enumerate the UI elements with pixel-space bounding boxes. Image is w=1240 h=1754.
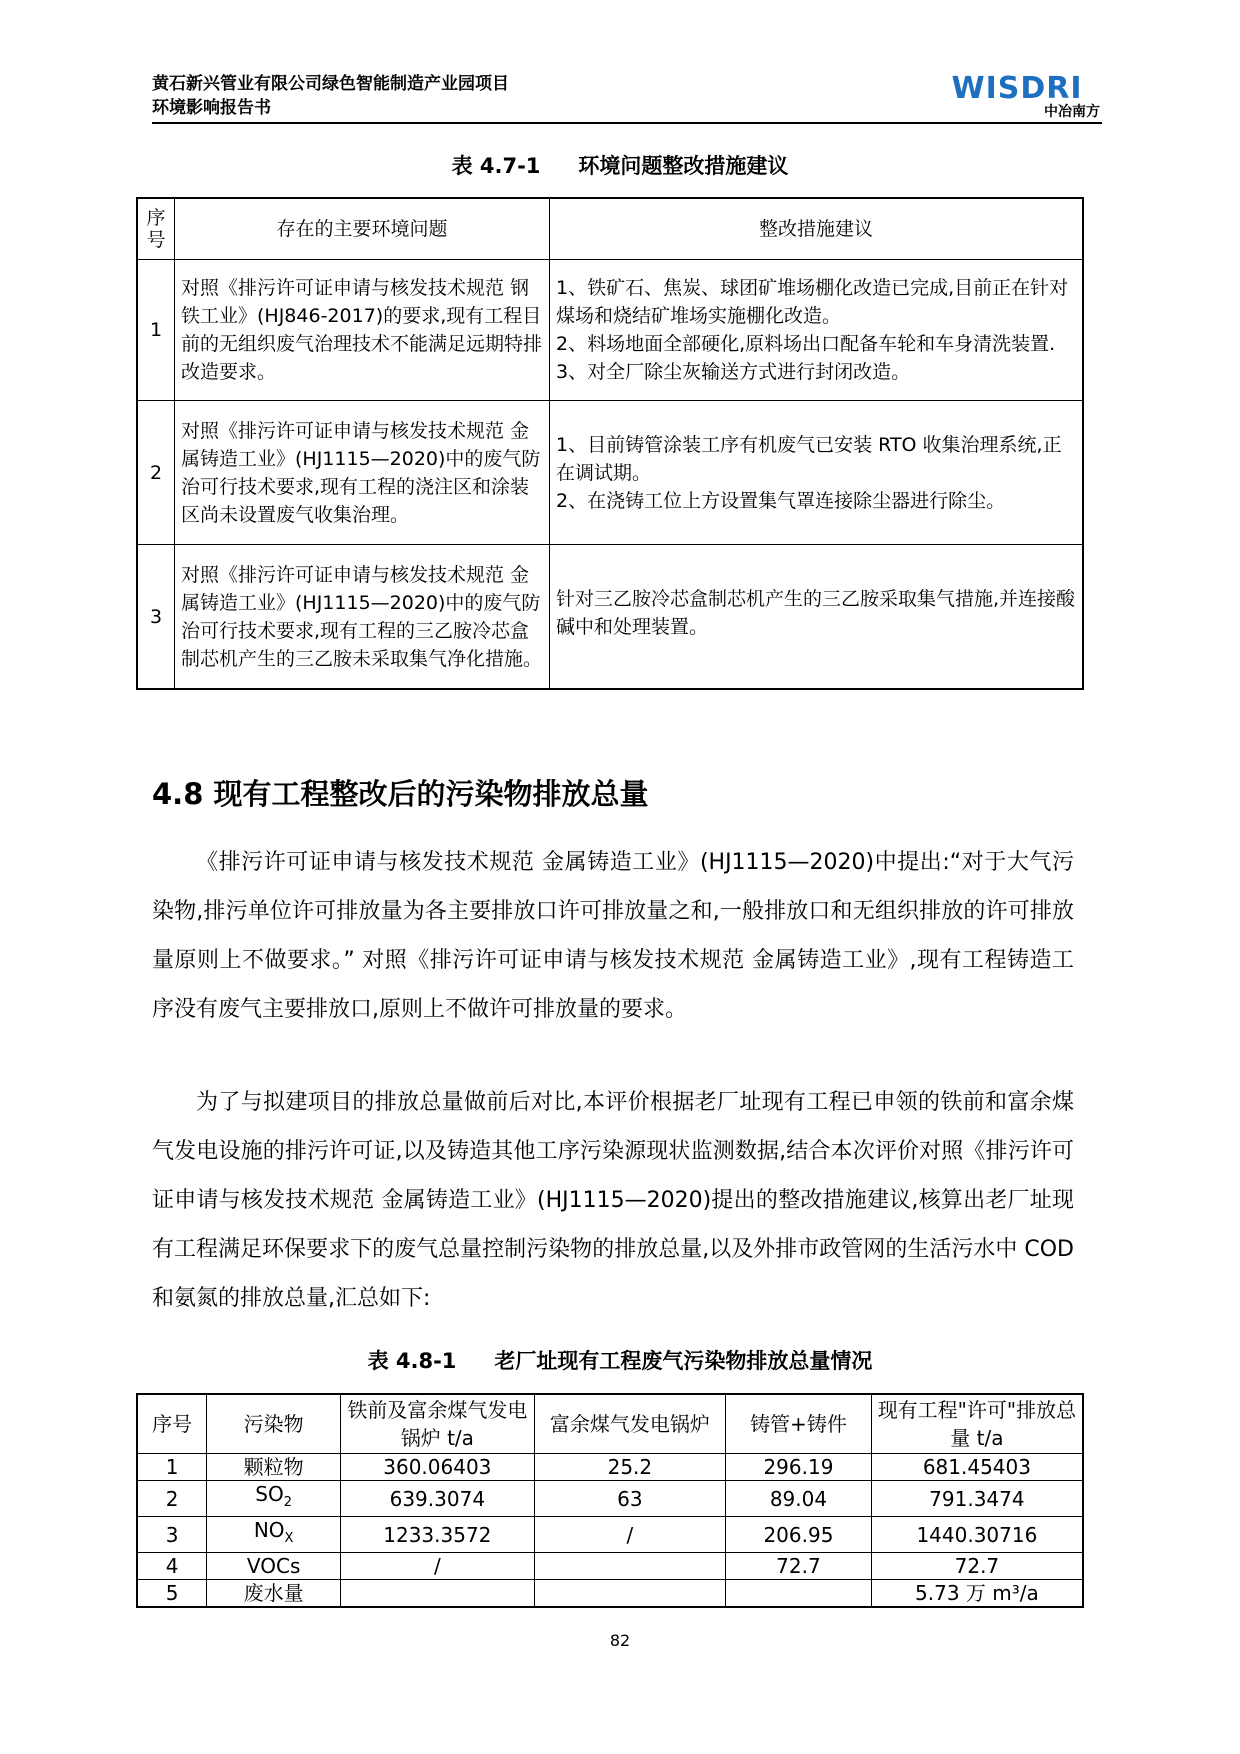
paragraph-2: 为了与拟建项目的排放总量做前后对比,本评价根据老厂址现有工程已申领的铁前和富余煤气发电设施的排污许可证,以及铸造其他工序污染源现状监测数据,结合本次评价对照《排污许可证申请与核发技术规范 金属铸造工业》(HJ1115—2020)提出的整改措施建议,核算出老厂址现有工程满足环保要求下的废气总量控制污染物的排放总量,以及外排市政管网的生活污水中 COD 和氨氮的排放总量,汇总如下:: [152, 1090, 1074, 1311]
cell-no: 2: [137, 1481, 207, 1517]
table-row: [137, 260, 1083, 401]
table1-row3-measures: [550, 545, 1084, 690]
table-row: [137, 401, 1083, 545]
table1-header-row: [137, 198, 1083, 260]
header-line-2: 环境影响报告书: [152, 98, 271, 118]
table2-caption-title: 老厂址现有工程废气污染物排放总量情况: [494, 1349, 873, 1373]
measure-item: 针对三乙胺冷芯盒制芯机产生的三乙胺采取集气措施,并连接酸碱中和处理装置。: [556, 588, 1076, 638]
cell-no: 4: [137, 1553, 207, 1580]
cell-no: 3: [137, 1517, 207, 1553]
page-header: [152, 72, 1102, 124]
cell-casting: 89.04: [726, 1481, 872, 1517]
cell-total: 791.3474: [871, 1481, 1083, 1517]
table1-row1-no: 1: [137, 260, 175, 401]
measure-item: 3、对全厂除尘灰输送方式进行封闭改造。: [556, 361, 911, 383]
header-rule: [152, 122, 1102, 124]
cell-casting: 296.19: [726, 1454, 872, 1481]
cell-pollutant: 废水量: [207, 1580, 341, 1608]
cell-boiler: 25.2: [534, 1454, 725, 1481]
cell-boiler: [534, 1553, 725, 1580]
measure-item: 1、目前铸管涂装工序有机废气已安装 RTO 收集治理系统,正在调试期。: [556, 433, 1062, 484]
table2-caption-no: 表 4.8-1: [367, 1349, 457, 1373]
table1-header-no: 序号: [137, 198, 175, 260]
pollutant-subscript: X: [284, 1531, 294, 1546]
cell-total: 1440.30716: [871, 1517, 1083, 1553]
logo-wordmark: WISDRI: [951, 72, 1083, 106]
table1-caption: [0, 150, 1240, 180]
table1-row2-measures: [550, 401, 1084, 545]
company-logo: [932, 72, 1102, 120]
page-number: 82: [609, 1631, 631, 1650]
section-title: 4.8 现有工程整改后的污染物排放总量: [152, 777, 649, 811]
cell-boiler: 63: [534, 1481, 725, 1517]
cell-iron-boiler: 1233.3572: [341, 1517, 535, 1553]
cell-pollutant: 颗粒物: [207, 1454, 341, 1481]
table1-header-problem: 存在的主要环境问题: [175, 198, 550, 260]
pollutant-subscript: 2: [283, 1495, 293, 1510]
cell-casting: [726, 1580, 872, 1608]
table1-caption-no: 表 4.7-1: [451, 154, 541, 178]
cell-pollutant: [207, 1481, 341, 1517]
table1-row3-problem: 对照《排污许可证申请与核发技术规范 金属铸造工业》(HJ1115—2020)中的废气防治可行技术要求,现有工程的三乙胺冷芯盒制芯机产生的三乙胺未采取集气净化措施。: [175, 545, 550, 690]
table2-header-row: [137, 1394, 1083, 1454]
measure-item: 2、料场地面全部硬化,原料场出口配备车轮和车身清洗装置.: [556, 333, 1056, 355]
table-row: [137, 1454, 1083, 1481]
table1-row3-no: 3: [137, 545, 175, 690]
cell-boiler: [534, 1580, 725, 1608]
cell-pollutant: [207, 1517, 341, 1553]
paragraph-1: 《排污许可证申请与核发技术规范 金属铸造工业》(HJ1115—2020)中提出:“对于大气污染物,排污单位许可排放量为各主要排放口许可排放量之和,一般排放口和无组织排放的许可排放量原则上不做要求。” 对照《排污许可证申请与核发技术规范 金属铸造工业》,现有工程铸造工序没有废气主要排放口,原则上不做许可排放量的要求。: [152, 850, 1074, 1022]
table2-header-casting: 铸管+铸件: [726, 1394, 872, 1454]
table1-caption-title: 环境问题整改措施建议: [578, 154, 789, 178]
cell-iron-boiler: 639.3074: [341, 1481, 535, 1517]
pollutant-name: NO: [253, 1518, 285, 1542]
cell-casting: 72.7: [726, 1553, 872, 1580]
table2-header-pollutant: 污染物: [207, 1394, 341, 1454]
cell-iron-boiler: /: [341, 1553, 535, 1580]
cell-iron-boiler: 360.06403: [341, 1454, 535, 1481]
table1-row1-problem: 对照《排污许可证申请与核发技术规范 钢铁工业》(HJ846-2017)的要求,现有工程目前的无组织废气治理技术不能满足远期特排改造要求。: [175, 260, 550, 401]
table-row: [137, 1481, 1083, 1517]
measure-item: 2、在浇铸工位上方设置集气罩连接除尘器进行除尘。: [556, 489, 1006, 512]
table-emission-totals: [136, 1393, 1084, 1608]
table-row: [137, 1553, 1083, 1580]
table1-row1-measures: [550, 260, 1084, 401]
table-row: [137, 1517, 1083, 1553]
table2-header-no: 序号: [137, 1394, 207, 1454]
table-row: [137, 545, 1083, 690]
table1-row2-problem: 对照《排污许可证申请与核发技术规范 金属铸造工业》(HJ1115—2020)中的废气防治可行技术要求,现有工程的浇注区和涂装区尚未设置废气收集治理。: [175, 401, 550, 545]
cell-total: 681.45403: [871, 1454, 1083, 1481]
logo-subtitle: 中冶南方: [1044, 104, 1100, 120]
cell-total: 5.73 万 m³/a: [871, 1580, 1083, 1608]
table2-header-iron-boiler: 铁前及富余煤气发电锅炉 t/a: [341, 1394, 535, 1454]
table-rectification-measures: [136, 197, 1084, 690]
cell-boiler: /: [534, 1517, 725, 1553]
header-line-1: 黄石新兴管业有限公司绿色智能制造产业园项目: [152, 74, 509, 94]
table-row: [137, 1580, 1083, 1608]
table2-header-boiler: 富余煤气发电锅炉: [534, 1394, 725, 1454]
cell-casting: 206.95: [726, 1517, 872, 1553]
cell-no: 1: [137, 1454, 207, 1481]
measure-item: 1、铁矿石、焦炭、球团矿堆场棚化改造已完成,目前正在针对煤场和烧结矿堆场实施棚化改造。: [556, 277, 1069, 327]
cell-iron-boiler: [341, 1580, 535, 1608]
cell-no: 5: [137, 1580, 207, 1608]
table1-row2-no: 2: [137, 401, 175, 545]
table2-caption: [0, 1345, 1240, 1375]
cell-pollutant: VOCs: [207, 1553, 341, 1580]
pollutant-name: SO: [255, 1482, 284, 1506]
table2-header-total: 现有工程"许可"排放总量 t/a: [871, 1394, 1083, 1454]
table1-header-measures: 整改措施建议: [550, 198, 1084, 260]
cell-total: 72.7: [871, 1553, 1083, 1580]
